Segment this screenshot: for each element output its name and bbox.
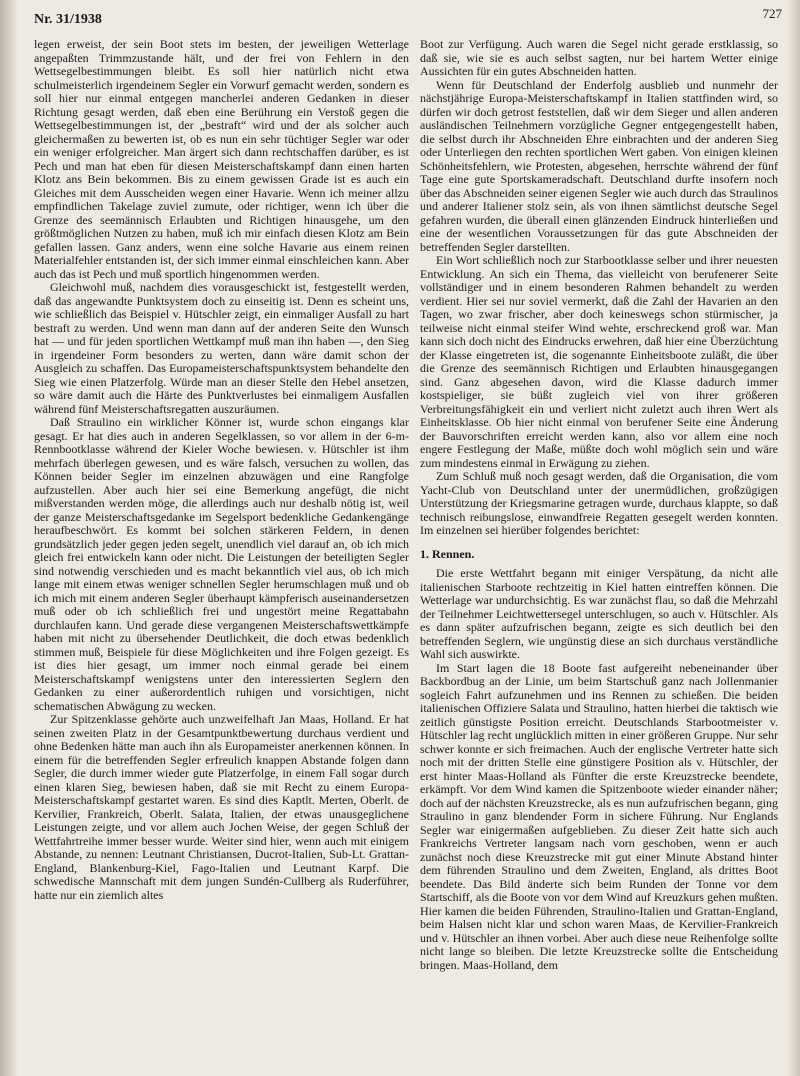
paragraph: Daß Straulino ein wirklicher Könner ist, wurde schon eingangs klar gesagt. Er hat dies auch in anderen Segelklassen, so vor allem in der 6-m-Rennbootklasse während der Kieler Woche bewiesen. v. Hütschler ist ihm mehrfach überlegen gewesen, und es wäre falsch, versuchen zu wollen, das Können beider Segler im einzelnen abzuwägen und eine Rangfolge aufzustellen. Aber auch hier sei eine Bemerkung angefügt, die nicht mißverstanden werden möge, die allerdings auch nur deshalb nötig ist, weil der ganze Meisterschaftsgedanke im Segelsport bedenkliche Gedankengänge heraufbeschwört. Es kommt bei solchen stärkeren Feldern, in denen grundsätzlich jeder gegen jeden segelt, unendlich viel darauf an, ob ich mich gleich frei entwickeln kann oder nicht. Die Leistungen der beteiligten Segler sind notwendig verschieden und es macht bekanntlich viel aus, ob ich mich lange mit einem etwas weniger schnellen Segler herumschlagen muß und ob ich mich mit einem anderen Segler überhaupt kämpferisch auseinandersetzen muß oder ob ich schließlich frei und ungestört meine Regattabahn durchlaufen kann. Und gerade diese vergangenen Meisterschaftswettkämpfe haben mit nicht zu übersehender Deutlichkeit, die doch etwas bedenklich stimmen muß, Beispiele für diese Möglichkeiten und ihre Folgen gezeigt. Es ist dies hier gesagt, um immer noch einmal gerade bei einem Meisterschaftskampf wenigstens unter den interessierten Seglern den Gedanken zu einer außerordentlich ruhigen und vorsichtigen, nicht schematischen Abwägung zu wecken. xyxy=(34,415,409,713)
paragraph: Ein Wort schließlich noch zur Starbootklasse selber und ihrer neuesten Entwicklung. An sich ein Thema, das vielleicht von berufenerer Seite vollständiger und in einem besonderen Rahmen behandelt zu werden verdient. Hier sei nur soviel vermerkt, daß die Zahl der Havarien an den Tagen, wo zwar frischer, aber doch keineswegs schon stürmischer, ja teilweise nicht einmal steifer Wind wehte, erschreckend groß war. Man kann sich doch nicht des Eindrucks erwehren, daß hier eine Überzüchtung der Klasse eingetreten ist, die sogenannte Einheitsboote zuläßt, die über die Grenze des seemännisch Richtigen und Erlaubten hinausgegangen sind. Ganz abgesehen davon, wird die Klasse dadurch immer kostspieliger, sie büßt zugleich viel von ihrer größeren Verbreitungsfähigkeit ein und verliert nicht zuletzt auch ihren Wert als Einheitsklasse. Ob hier nicht einmal von berufener Seite eine Änderung der Bauvorschriften erreicht werden kann, also vor allem eine noch engere Festlegung der Maße, müßte doch wohl möglich sein und wäre zum mindestens einmal in Erwägung zu ziehen. xyxy=(420,253,778,470)
paragraph: Zum Schluß muß noch gesagt werden, daß die Organisation, die vom Yacht-Club von Deutschland unter der unermüdlichen, großzügigen Unterstützung der Kriegsmarine getragen wurde, durchaus klappte, so daß technisch reibungslose, einwandfreie Regatten gesegelt werden konnten. Im einzelnen sei hierüber folgendes berichtet: xyxy=(420,469,778,537)
page-number: 727 xyxy=(762,6,782,21)
paragraph: legen erweist, der sein Boot stets im besten, der jeweiligen Wetterlage angepaßten Trimmzustande hält, und der frei von Fehlern in den Wettsegelbestimmungen bleibt. Es soll hier natürlich nicht etwa schulmeisterlich irgendeinem Segler ein Vorwurf gemacht werden, sondern es soll hier nur einmal entgegen mancherlei anderen Gedanken in dieser Richtung gesagt werden, daß eben eine Berührung ein Verstoß gegen die Wettsegelbestimmungen ist, der „bestraft“ wird und der als solcher auch gleichermaßen zu bewerten ist, ob es nun ein sehr tüchtiger Segler war oder ein weniger erfolgreicher. Man ärgert sich dann rechtschaffen darüber, es ist Pech und man hat eben für diesen Meisterschaftskampf dann einen harten Klotz ans Bein bekommen. Bis zu einem gewissen Grade ist es auch ein Gleiches mit dem Ausscheiden wegen einer Havarie. Wenn ich meiner allzu empfindlichen Takelage zuviel zumute, oder richtiger, wenn ich über die Grenze des seemännisch Erlaubten und Richtigen hinausgehe, um den größtmöglichen Nutzen zu haben, muß ich mir einfach diesen Klotz am Bein gefallen lassen. Ganz anders, wenn eine solche Havarie aus einem reinen Materialfehler entstanden ist, der sich immer einmal einschleichen kann. Aber auch das ist Pech und muß sportlich hingenommen werden. xyxy=(34,38,409,281)
paragraph: Gleichwohl muß, nachdem dies vorausgeschickt ist, festgestellt werden, daß das angewandte Punktsystem doch zu einseitig ist. Denn es scheint uns, wie schließlich das Beispiel v. Hütschler zeigt, ein einmaliger Ausfall zu hart bestraft zu werden. Und wenn man dann auf der anderen Seite den Wunsch hat — und für jeden sportlichen Wettkampf muß man ihn haben —, den Sieg in irgendeiner Form besonders zu werten, dann wäre damit schon der Ausgleich zu schaffen. Das Europameisterschaftspunktsystem behandelte den Sieg wie einen Platzerfolg. Würde man an dieser Stelle den Hebel ansetzen, so wäre damit auch die Härte des Punktverlustes bei einmaligem Ausfallen während fünf Meisterschaftsregatten auszuräumen. xyxy=(34,280,409,416)
page-edge-shadow xyxy=(788,0,800,1076)
paragraph: Im Start lagen die 18 Boote fast aufgereiht nebeneinander über Backbordbug an der Linie, um beim Startschuß ganz nach Jollenmanier sogleich Fahrt aufzunehmen und ins Rennen zu schießen. Die beiden italienischen Offiziere Salata und Straulino, hatten hierbei die taktisch wie zeitlich günstigste Position erreicht. Deutschlands Starbootmeister v. Hütschler lag recht unglücklich mitten in einer größeren Gruppe. Nur sehr schwer konnte er sich freimachen. Auch der englische Vertreter hatte sich noch mit der dritten Stelle eine günstigere Position als v. Hütschler, der erst hinter Maas-Holland als Fünfter die erste Kreuzstrecke beendete, erkämpft. Vor dem Wind kamen die Spitzenboote wieder einander näher; doch auf der nächsten Kreuzstrecke, als es nun aufzufrischen begann, ging Straulino in ganz blendender Form in sichere Führung. Nur Englands Segler war einigermaßen aufgeblieben. Zu dieser Zeit hatte sich auch Frankreichs Vertreter langsam nach vorn geschoben, wenn er auch zunächst noch diese Kreuzstrecke mit gut einer Minute Abstand hinter dem führenden Straulino und dem Zweiten, England, als drittes Boot beendete. Das Bild änderte sich beim Runden der Tonne vor dem Startschiff, als die Boote von vor dem Wind auf Kreuzkurs gehen mußten. Hier kamen die beiden Führenden, Straulino-Italien und Grattan-England, beim Halsen nicht klar und schon waren Maas, de Kervilier-Frankreich und v. Hütschler an ihnen vorbei. Aber auch diese neue Reihenfolge sollte nicht lange so bleiben. Die letzte Kreuzstrecke sollte die Entscheidung bringen. Maas-Holland, dem xyxy=(420,660,778,972)
right-column xyxy=(420,38,778,1068)
left-column xyxy=(34,38,409,1068)
issue-number: Nr. 31/1938 xyxy=(34,12,102,27)
page-binding-shadow xyxy=(0,0,18,1076)
paragraph: Zur Spitzenklasse gehörte auch unzweifelhaft Jan Maas, Holland. Er hat seinen zweiten Platz in der Gesamtpunktbewertung durchaus verdient und ohne Bedenken hätte man auch ihn als Europameister anerkennen können. In einem für die betreffenden Segler erfreulich knappen Abstande folgen dann Segler, die durch immer wieder gute Platzerfolge, in einem Fall sogar durch einen klaren Sieg, bewiesen haben, daß sie mit Recht zu einem Europa-Meisterschaftskampf gestartet waren. Es sind dies Kaptlt. Merten, Oberlt. de Kervilier, Frankreich, Oberlt. Salata, Italien, der etwas unausgeglichene Leistungen zeigte, und vor allem auch Jochen Weise, der gegen Schluß der Wettfahrtreihe immer besser wurde. Weiter sind hier, wenn auch mit einigem Abstande, zu nennen: Leutnant Christiansen, Ducrot-Italien, Sub-Lt. Grattan-England, Blankenburg-Kiel, Fago-Italien und Leutnant Karpf. Die schwedische Mannschaft mit dem jungen Sundén-Cullberg als Ruderführer, hatte nur ein ziemlich altes xyxy=(34,712,409,902)
paragraph: Wenn für Deutschland der Enderfolg ausblieb und nunmehr der nächstjährige Europa-Meisterschaftskampf in Italien stattfinden wird, so dürfen wir doch getrost feststellen, daß wir dem Sieger und allen anderen ausländischen Teilnehmern vorzügliche Gegner entgegengestellt haben, die selbst durch ihr Abschneiden Ehre einbrachten und der anderen Sieg oder Unterliegen den rechten sportlichen Wert gaben. Von einigen kleinen Schönheitsfehlern, wie Protesten, abgesehen, herrschte während der fünf Tage eine gute Sportskameradschaft. Deutschland durfte insofern noch über das Abschneiden seiner eigenen Segler wie auch durch das Straulinos und anderer Italiener stolz sein, als von ihnen sämtlichst deutsche Segel gefahren wurden, die überall einen glänzenden Eindruck hinterließen und eine der wesentlichen Voraussetzungen für das gute Abschneiden der betreffenden Segler darstellten. xyxy=(420,77,778,254)
paragraph: Die erste Wettfahrt begann mit einiger Verspätung, da nicht alle italienischen Starboote rechtzeitig in Kiel hatten eintreffen können. Die Wetterlage war undurchsichtig. Es war zunächst flau, so daß die Mehrzahl der Teilnehmer Leichtwettersegel unterschlugen, so auch v. Hütschler. Als es dann später aufzufrischen begann, zeigte es sich deutlich bei den betreffenden Seglern, wie ungünstig diese an sich durchaus verständliche Wahl sich auswirkte. xyxy=(420,566,778,661)
paragraph: Boot zur Verfügung. Auch waren die Segel nicht gerade erstklassig, so daß sie, wie sie es auch selbst sagten, nur bei hartem Wetter einige Aussichten für ein gutes Abschneiden hatten. xyxy=(420,38,778,78)
section-heading: 1. Rennen. xyxy=(420,546,475,561)
